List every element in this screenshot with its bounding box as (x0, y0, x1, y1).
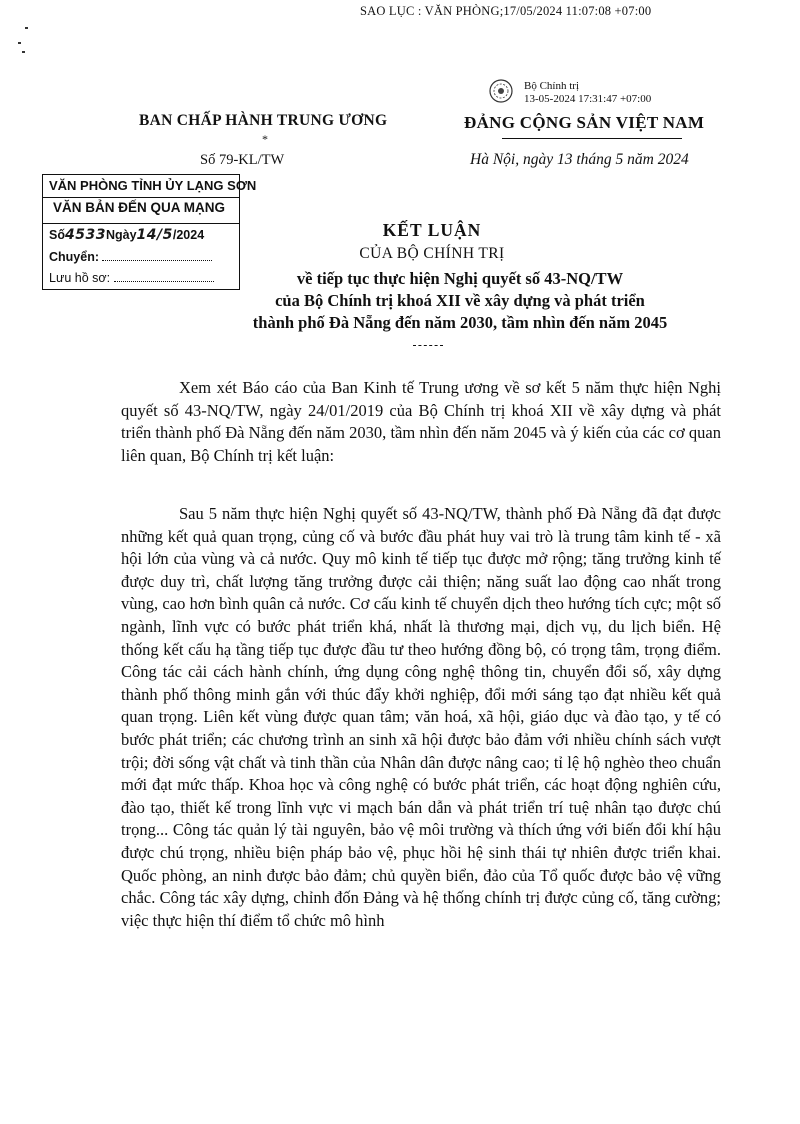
stamp-divider (43, 197, 239, 198)
party-name: ĐẢNG CỘNG SẢN VIỆT NAM (464, 113, 705, 132)
body-paragraph-1: Xem xét Báo cáo của Ban Kinh tế Trung ương về sơ kết 5 năm thực hiện Nghị quyết số 43-NQ/TW, ngày 24/01/2019 của Bộ Chính trị khoá XII về xây dựng và phát triển thành phố Đà Nẵng đến năm 2030, tầm nhìn đến năm 2045 và ý kiến của các cơ quan liên quan, Bộ Chính trị kết luận: (121, 378, 721, 465)
archive-label: Lưu hồ sơ: (49, 271, 111, 285)
document-title: KẾT LUẬN (382, 220, 482, 240)
party-underline (502, 138, 682, 139)
subject-line-3: thành phố Đà Nẵng đến năm 2030, tầm nhìn đến năm 2045 (252, 313, 668, 332)
received-type: VĂN BẢN ĐẾN QUA MẠNG (53, 200, 225, 215)
place-date: Hà Nội, ngày 13 tháng 5 năm 2024 (470, 151, 689, 168)
forward-label: Chuyển: (49, 250, 99, 264)
header-star: * (262, 132, 268, 146)
signature-timestamp: 13-05-2024 17:31:47 +07:00 (524, 93, 652, 105)
number-value: 4533 (64, 227, 106, 243)
document-issuer: CỦA BỘ CHÍNH TRỊ (359, 245, 505, 262)
digital-signature-seal-icon (488, 78, 514, 104)
signature-stamp-text (524, 80, 651, 106)
year-value: /2024 (172, 228, 205, 242)
subject-line-2: của Bộ Chính trị khoá XII về xây dựng và phát triển (275, 291, 645, 310)
body-paragraph-2: Sau 5 năm thực hiện Nghị quyết số 43-NQ/TW, thành phố Đà Nẵng đã đạt được những kết quả quan trọng, củng cố và bước đầu phát huy vai trò là trung tâm kinh tế - xã hội lớn của vùng và cả nước. Quy mô kinh tế tiếp tục được mở rộng; tăng trưởng kinh tế được duy trì, chất lượng tăng trưởng được cải thiện; năng suất lao động cao nhất trong vùng, cao hơn bình quân cả nước. Cơ cấu kinh tế chuyển dịch theo hướng tích cực; một số ngành, lĩnh vực có bước phát triển khá, nhất là thương mại, dịch vụ, du lịch biển. Hệ thống kết cấu hạ tầng tiếp tục được đầu tư theo hướng đồng bộ, có trọng tâm, trọng điểm. Công tác cải cách hành chính, ứng dụng công nghệ thông tin, chuyển đổi số, xây dựng thành phố thông minh gắn với thúc đẩy khởi nghiệp, đổi mới sáng tạo đạt nhiều kết quả quan trọng. Liên kết vùng được quan tâm; văn hoá, xã hội, giáo dục và đào tạo, y tế có bước phát triển; các chương trình an sinh xã hội được bảo đảm với nhiều chính sách vượt trội; đời sống vật chất và tinh thần của Nhân dân được nâng cao; tỉ lệ hộ nghèo theo chuẩn mới đạt mức thấp. Khoa học và công nghệ có bước phát triển, các hoạt động nghiên cứu, đào tạo, thiết kế trong lĩnh vực vi mạch bán dẫn và phát triển trí tuệ nhân tạo được chú trọng... Công tác quản lý tài nguyên, bảo vệ môi trường và thích ứng với biến đổi khí hậu được chú trọng, nhiều biện pháp bảo vệ, phục hồi hệ sinh thái tự nhiên được triển khai. Quốc phòng, an ninh được bảo đảm; chủ quyền biển, đảo của Tổ quốc được bảo vệ vững chắc. Công tác xây dựng, chỉnh đốn Đảng và hệ thống chính trị được củng cố, tăng cường; việc thực hiện thí điểm tổ chức mô hình (121, 504, 721, 930)
archive-fill-line (114, 271, 214, 282)
signature-issuer: Bộ Chính trị (524, 80, 580, 92)
date-value: 14/5 (136, 227, 173, 243)
document-number: Số 79-KL/TW (200, 152, 285, 168)
received-office: VĂN PHÒNG TỈNH ỦY LẠNG SƠN (49, 178, 257, 193)
subject-separator (413, 345, 443, 347)
archive-row (49, 271, 245, 285)
subject-line-1: về tiếp tục thực hiện Nghị quyết số 43-NQ/TW (296, 269, 624, 288)
number-label: Số (49, 228, 65, 242)
date-label: Ngày (105, 228, 137, 242)
copy-stamp: SAO LỤC : VĂN PHÒNG;17/05/2024 11:07:08 +07:00 (360, 4, 652, 18)
organization-name: BAN CHẤP HÀNH TRUNG ƯƠNG (139, 112, 388, 129)
document-subject (220, 268, 700, 334)
